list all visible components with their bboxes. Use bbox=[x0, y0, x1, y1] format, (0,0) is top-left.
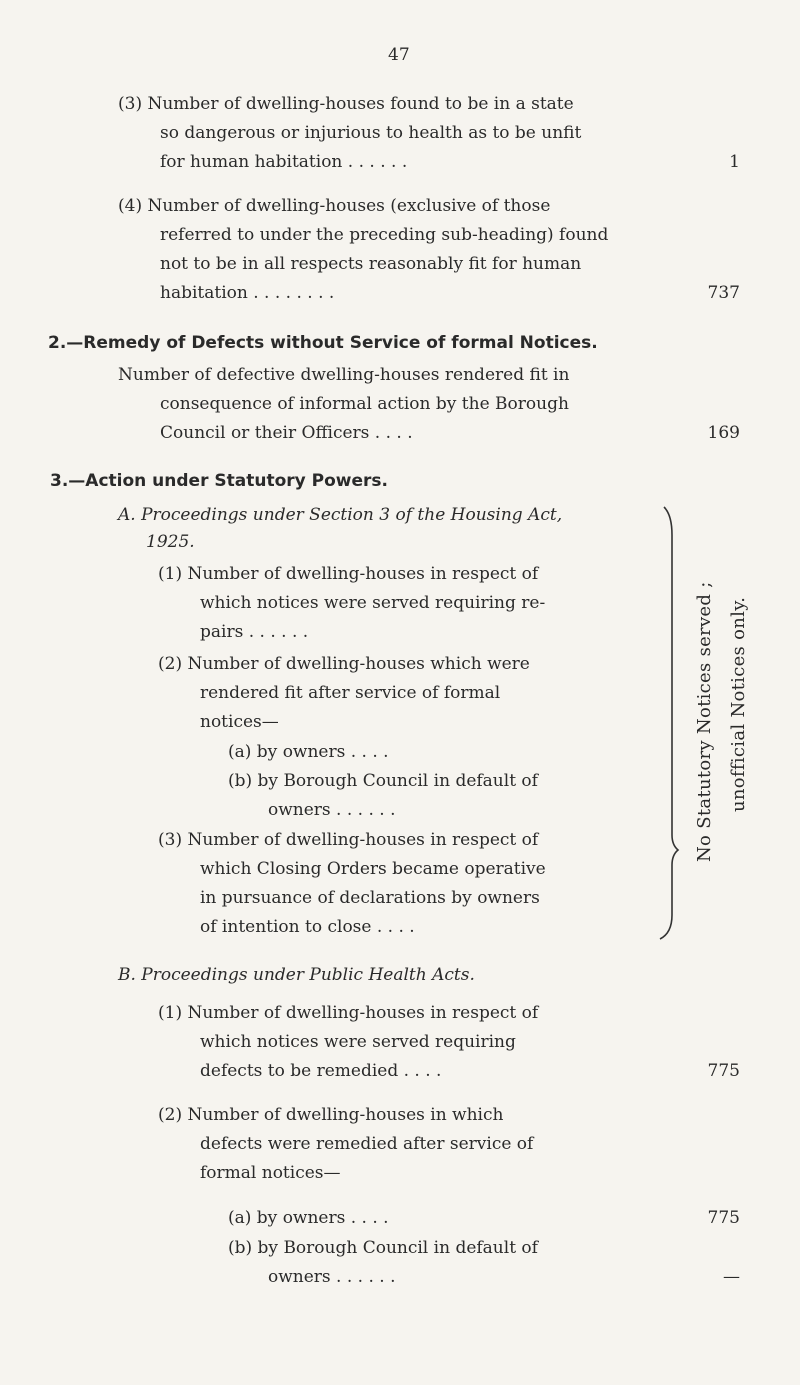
s2-line-2: consequence of informal action by the Borough bbox=[160, 394, 569, 414]
s1-3-line-2: so dangerous or injurious to health as to be unfit bbox=[160, 123, 582, 143]
s1-4-value: 737 bbox=[707, 283, 740, 303]
bracket-note-1: No Statutory Notices served ; bbox=[694, 581, 715, 862]
s2-line-1: Number of defective dwelling-houses rendered fit in bbox=[118, 365, 570, 385]
s1-4-line-4: habitation . . . . . . . . bbox=[160, 283, 335, 303]
s3-b2a: (a) by owners . . . . bbox=[228, 1208, 389, 1228]
s3-a2-line-2: rendered fit after service of formal bbox=[200, 683, 501, 703]
bracket-note-2: unofficial Notices only. bbox=[728, 596, 749, 812]
s3-a2b-line-1: (b) by Borough Council in default of bbox=[228, 771, 538, 791]
s1-3-line-1: (3) Number of dwelling-houses found to be in a state bbox=[118, 94, 574, 114]
s3-b-title: B. Proceedings under Public Health Acts. bbox=[118, 965, 475, 985]
s3-b2-line-1: (2) Number of dwelling-houses in which bbox=[158, 1105, 504, 1125]
s3-b1-line-2: which notices were served requiring bbox=[200, 1032, 516, 1052]
brace-icon bbox=[650, 505, 690, 940]
s3-b1-line-1: (1) Number of dwelling-houses in respect of bbox=[158, 1003, 539, 1023]
page-number: 47 bbox=[388, 45, 410, 65]
s2-line-3: Council or their Officers . . . . bbox=[160, 423, 413, 443]
s3-a3-line-4: of intention to close . . . . bbox=[200, 917, 415, 937]
s3-b2b-line-1: (b) by Borough Council in default of bbox=[228, 1238, 538, 1258]
section-2-heading: 2.—Remedy of Defects without Service of formal Notices. bbox=[48, 333, 598, 353]
s3-a3-line-2: which Closing Orders became operative bbox=[200, 859, 546, 879]
s3-a2b-line-2: owners . . . . . . bbox=[268, 800, 396, 820]
s3-a3-line-1: (3) Number of dwelling-houses in respect of bbox=[158, 830, 539, 850]
s3-a-title-2: 1925. bbox=[146, 532, 195, 552]
s2-value: 169 bbox=[707, 423, 740, 443]
s1-3-value: 1 bbox=[729, 152, 740, 172]
s3-b2-line-2: defects were remedied after service of bbox=[200, 1134, 534, 1154]
s3-a1-line-2: which notices were served requiring re- bbox=[200, 593, 546, 613]
section-3-heading: 3.—Action under Statutory Powers. bbox=[50, 471, 388, 491]
s3-b1-value: 775 bbox=[707, 1061, 740, 1081]
s3-a3-line-3: in pursuance of declarations by owners bbox=[200, 888, 540, 908]
s3-a1-line-3: pairs . . . . . . bbox=[200, 622, 309, 642]
s3-a1-line-1: (1) Number of dwelling-houses in respect of bbox=[158, 564, 539, 584]
s3-a2-line-1: (2) Number of dwelling-houses which were bbox=[158, 654, 530, 674]
s3-b1-line-3: defects to be remedied . . . . bbox=[200, 1061, 442, 1081]
s3-a-title-1: A. Proceedings under Section 3 of the Housing Act, bbox=[118, 505, 563, 525]
s1-3-line-3: for human habitation . . . . . . bbox=[160, 152, 408, 172]
s3-b2b-line-2: owners . . . . . . bbox=[268, 1267, 396, 1287]
s1-4-line-2: referred to under the preceding sub-heading) found bbox=[160, 225, 609, 245]
s3-b2-line-3: formal notices— bbox=[200, 1163, 341, 1183]
s3-a2a: (a) by owners . . . . bbox=[228, 742, 389, 762]
s3-b2a-value: 775 bbox=[707, 1208, 740, 1228]
s1-4-line-1: (4) Number of dwelling-houses (exclusive of those bbox=[118, 196, 551, 216]
s3-b2b-value: — bbox=[723, 1267, 740, 1287]
s1-4-line-3: not to be in all respects reasonably fit for human bbox=[160, 254, 582, 274]
s3-a2-line-3: notices— bbox=[200, 712, 279, 732]
